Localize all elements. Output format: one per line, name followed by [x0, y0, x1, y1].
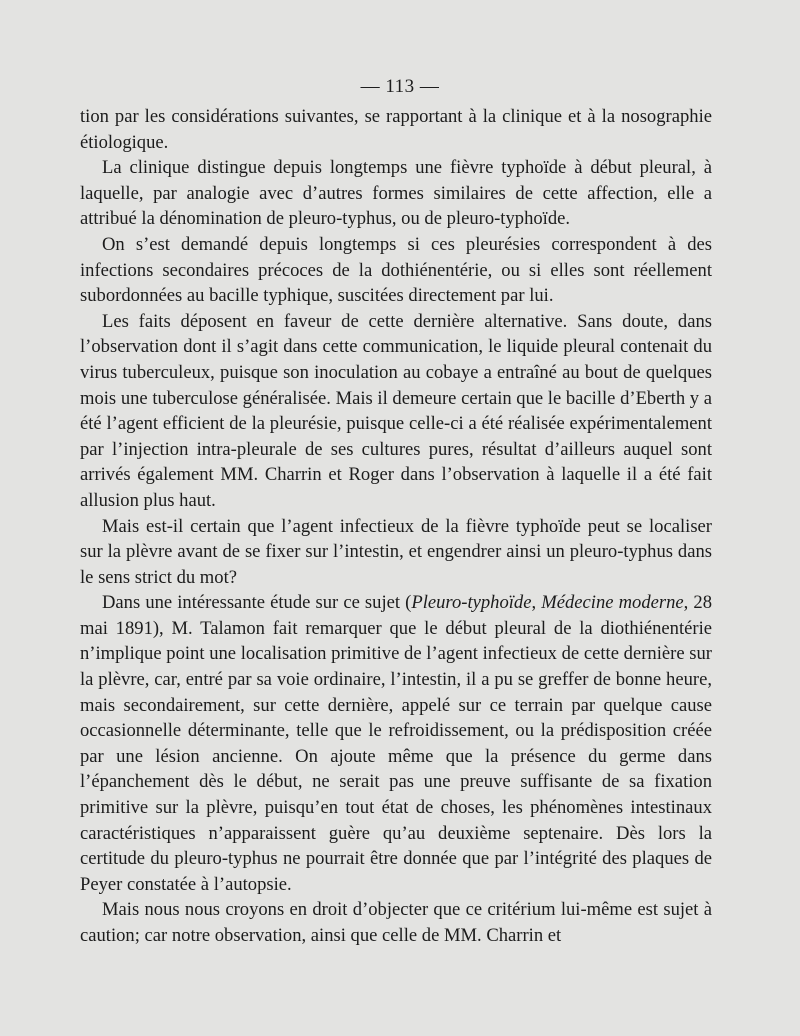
citation-journal-medecine-moderne: Médecine moderne	[541, 592, 684, 614]
paragraph-4-text: Les faits déposent en faveur de cette dernière alternative. Sans doute, dans l’observation dont il s’agit dans cette communication, le liquide pleural contenait du virus tuberculeux, puisque son inoculation au cobaye a entraîné au bout de quelques mois une tuberculose généralisée. Mais il demeure certain que le bacille d’Eberth y a été l’agent efficient de la pleurésie, puisque celle-ci a été réalisée expérimentalement par l’injection intra-pleurale de ses cultures pures, résultat d’ailleurs auquel sont arrivés également MM. Charrin et Roger dans l’observation à laquelle il a été fait allusion plus haut.	[80, 310, 712, 511]
paragraph-7	[80, 897, 712, 948]
paragraph-6-text-a: Dans une intéressante étude sur ce sujet (	[102, 592, 412, 614]
paragraph-6-text-c: , 28 mai 1891), M. Talamon fait remarquer que le début pleural de la diothiénentérie n’implique point une localisation primitive de l’agent infectieux de cette dernière sur la plèvre, car, entré par sa voie ordinaire, l’intestin, il a pu se greffer de bonne heure, mais secondairement, sur cette dernière, appelé sur ce terrain par quelque cause occasionnelle déterminante, telle que le refroidissement, ou la prédisposition créée par une lésion ancienne. On ajoute même que la présence du germe dans l’épanchement dès le début, ne serait pas une preuve suffisante de sa fixation primitive sur la plèvre, puisqu’en tout état de choses, les phénomènes intestinaux caractéristiques n’apparaissent guère qu’au deuxième septenaire. Dès lors la certitude du pleuro-typhus ne pourrait être donnée que par l’intégrité des plaques de Peyer constatée à l’autopsie.	[80, 592, 712, 895]
paragraph-1-text: tion par les considérations suivantes, se rapportant à la clinique et à la nosographie étiologique.	[80, 106, 712, 153]
paragraph-5	[80, 514, 712, 591]
paragraph-3-text: On s’est demandé depuis longtemps si ces pleurésies correspondent à des infections secondaires précoces de la dothiénentérie, ou si elles sont réellement subordonnées au bacille typhique, suscitées directement par lui.	[80, 233, 712, 307]
paragraph-1	[80, 104, 712, 155]
paragraph-6	[80, 590, 712, 897]
paragraph-6-text-b: ,	[531, 592, 542, 614]
body-text	[80, 104, 712, 949]
paragraph-7-text: Mais nous nous croyons en droit d’objecter que ce critérium lui-même est sujet à caution; car notre observation, ainsi que celle de MM. Charrin et	[80, 899, 712, 946]
paragraph-5-text: Mais est-il certain que l’agent infectieux de la fièvre typhoïde peut se localiser sur la plèvre avant de se fixer sur l’intestin, et engendrer ainsi un pleuro-typhus dans le sens strict du mot?	[80, 515, 712, 588]
page-number: — 113 —	[360, 76, 440, 97]
paragraph-2-text: La clinique distingue depuis longtemps une fièvre typhoïde à début pleural, à laquelle, par analogie avec d’autres formes similaires de cette affection, elle a attribué la dénomination de pleuro-typhus, ou de pleuro-typhoïde.	[80, 157, 712, 230]
paragraph-2	[80, 155, 712, 232]
paragraph-3	[80, 232, 712, 309]
citation-title-pleuro-typhoide: Pleuro-typhoïde	[411, 592, 532, 614]
paragraph-4	[80, 309, 712, 514]
